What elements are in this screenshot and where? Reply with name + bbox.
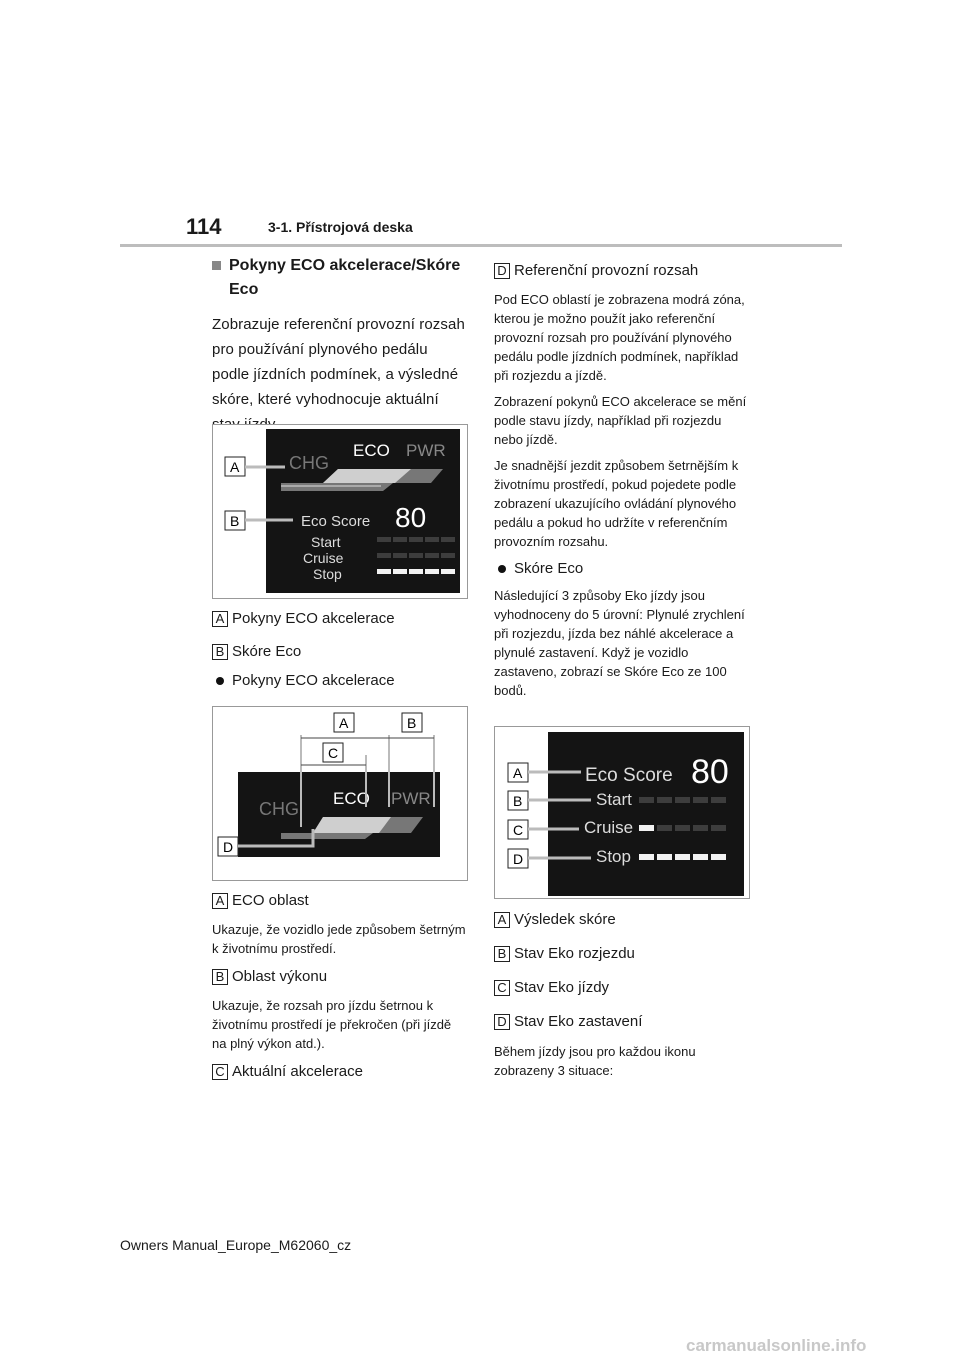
legend-2 bbox=[212, 891, 474, 1082]
legend-desc-a: Ukazuje, že vozidlo jede způsobem šetrným k životnímu prostředí. bbox=[212, 922, 466, 956]
eco-zones-figure bbox=[212, 706, 468, 881]
legend-item-d: D Referenční provozní rozsah bbox=[494, 261, 752, 281]
level-segment-stop bbox=[393, 569, 407, 574]
legend-item-a: A Pokyny ECO akcelerace bbox=[212, 609, 474, 629]
eco-score-label: Eco Score bbox=[585, 765, 673, 786]
callout-c: C bbox=[328, 745, 339, 761]
level-segment-start bbox=[639, 797, 654, 803]
pwr-label: PWR bbox=[391, 789, 431, 808]
legend-item-d: D Stav Eko zastavení bbox=[494, 1012, 752, 1032]
level-segment-start bbox=[377, 537, 391, 542]
level-segment-start bbox=[675, 797, 690, 803]
eco-score-label: Eco Score bbox=[301, 513, 371, 530]
legend-item-a: A Výsledek skóre bbox=[494, 910, 752, 930]
callout-b: B bbox=[407, 715, 417, 731]
level-segment-cruise bbox=[711, 825, 726, 831]
chg-label: CHG bbox=[289, 453, 329, 473]
heading-text: Pokyny ECO akcelerace/Skóre Eco bbox=[229, 257, 461, 298]
level-segment-start bbox=[711, 797, 726, 803]
level-segment-start bbox=[393, 537, 407, 542]
legend-desc-b: Ukazuje, že rozsah pro jízdu šetrnou k životnímu prostředí je překročen (při jízdě na plný výkon atd.). bbox=[212, 998, 452, 1051]
cruise-label: Cruise bbox=[303, 550, 344, 566]
legend-1 bbox=[212, 609, 474, 689]
level-segment-cruise bbox=[377, 553, 391, 558]
stop-label: Stop bbox=[596, 847, 631, 866]
start-label: Start bbox=[596, 790, 632, 809]
legend-item-b: B Oblast výkonu bbox=[212, 967, 474, 987]
cruise-label: Cruise bbox=[584, 818, 634, 837]
bullet-icon bbox=[216, 677, 224, 685]
callout-c: C bbox=[513, 822, 524, 838]
paragraph-4: Následující 3 způsoby Eko jízdy jsou vyhodnoceny do 5 úrovní: Plynulé zrychlení při rozjezdu, jízda bez náhlé akcelerace a plynulé zastavení. Když je vozidlo zastaveno, zobrazí se Skóre Eco ze 100 bodů. bbox=[494, 588, 745, 698]
level-segment-stop bbox=[657, 854, 672, 860]
callout-b: B bbox=[513, 793, 523, 809]
level-segment-cruise bbox=[657, 825, 672, 831]
intro-paragraph: Zobrazuje referenční provozní rozsah pro používání plynového pedálu podle jízdních podmínek, a výsledné skóre, které vyhodnocuje aktuální bbox=[212, 316, 465, 408]
legend-item-a: A ECO oblast bbox=[212, 891, 474, 911]
level-segment-stop bbox=[409, 569, 423, 574]
level-segment-cruise bbox=[441, 553, 455, 558]
stop-label: Stop bbox=[313, 566, 342, 582]
legend-item-b: B Stav Eko rozjezdu bbox=[494, 944, 752, 964]
legend-item-b: B Skóre Eco bbox=[212, 642, 474, 662]
level-segment-cruise bbox=[425, 553, 439, 558]
paragraph-1: Pod ECO oblastí je zobrazena modrá zóna, kterou je možno použít jako referenční provozní rozsah pro používání plynového pedálu podle jízdních podmínek, například při rozjezdu a jízdě. bbox=[494, 292, 745, 383]
level-segment-start bbox=[693, 797, 708, 803]
level-segment-start bbox=[425, 537, 439, 542]
eco-label: ECO bbox=[353, 441, 390, 460]
callout-a: A bbox=[513, 765, 523, 781]
eco-guide-figure bbox=[212, 424, 468, 599]
level-segment-start bbox=[441, 537, 455, 542]
section-title: 3-1. Přístrojová deska bbox=[268, 219, 413, 235]
score-value: 80 bbox=[691, 753, 729, 791]
paragraph-3: Je snadnější jezdit způsobem šetrnějším k životnímu prostředí, pokud pojedete podle zobrazení ukazujícího ovládání plynového pedálu a pokud ho udržíte v referenčním provozním rozsahu. bbox=[494, 458, 739, 549]
callout-d: D bbox=[223, 839, 234, 855]
start-label: Start bbox=[311, 534, 341, 550]
level-segment-stop bbox=[639, 854, 654, 860]
level-segment-stop bbox=[711, 854, 726, 860]
watermark: carmanualsonline.info bbox=[686, 1336, 867, 1355]
level-segment-stop bbox=[675, 854, 690, 860]
level-segment-cruise bbox=[675, 825, 690, 831]
level-segment-cruise bbox=[393, 553, 407, 558]
eco-score-figure bbox=[494, 726, 750, 899]
level-segment-start bbox=[409, 537, 423, 542]
level-segment-stop bbox=[425, 569, 439, 574]
bullet-eco-guide: Pokyny ECO akcelerace bbox=[212, 672, 474, 689]
paragraph-5: Během jízdy jsou pro každou ikonu zobrazeny 3 situace: bbox=[494, 1044, 696, 1078]
level-segment-stop bbox=[441, 569, 455, 574]
level-segment-cruise bbox=[409, 553, 423, 558]
callout-a: A bbox=[230, 459, 240, 475]
right-column bbox=[494, 261, 752, 700]
level-segment-cruise bbox=[693, 825, 708, 831]
callout-b: B bbox=[230, 513, 240, 529]
eco-label: ECO bbox=[333, 789, 370, 808]
paragraph-2: Zobrazení pokynů ECO akcelerace se mění podle stavu jízdy, například při rozjezdu nebo jízdě. bbox=[494, 394, 747, 447]
callout-a: A bbox=[339, 715, 349, 731]
header-rule bbox=[120, 244, 842, 247]
chg-label: CHG bbox=[259, 799, 299, 819]
square-bullet-icon bbox=[212, 261, 221, 270]
legend-item-c: C Stav Eko jízdy bbox=[494, 978, 752, 998]
pwr-label: PWR bbox=[406, 441, 446, 460]
score-value: 80 bbox=[395, 502, 427, 533]
section-heading bbox=[212, 254, 474, 302]
level-segment-stop bbox=[377, 569, 391, 574]
page-number: 114 bbox=[186, 214, 222, 239]
level-segment-stop bbox=[693, 854, 708, 860]
callout-d: D bbox=[513, 851, 524, 867]
left-column bbox=[212, 254, 474, 437]
footer-text: Owners Manual_Europe_M62060_cz bbox=[120, 1237, 352, 1253]
legend-item-c: C Aktuální akcelerace bbox=[212, 1062, 474, 1082]
legend-3 bbox=[494, 910, 752, 1080]
bullet-eco-score: Skóre Eco bbox=[494, 560, 752, 577]
level-segment-start bbox=[657, 797, 672, 803]
bullet-icon bbox=[498, 565, 506, 573]
level-segment-cruise bbox=[639, 825, 654, 831]
